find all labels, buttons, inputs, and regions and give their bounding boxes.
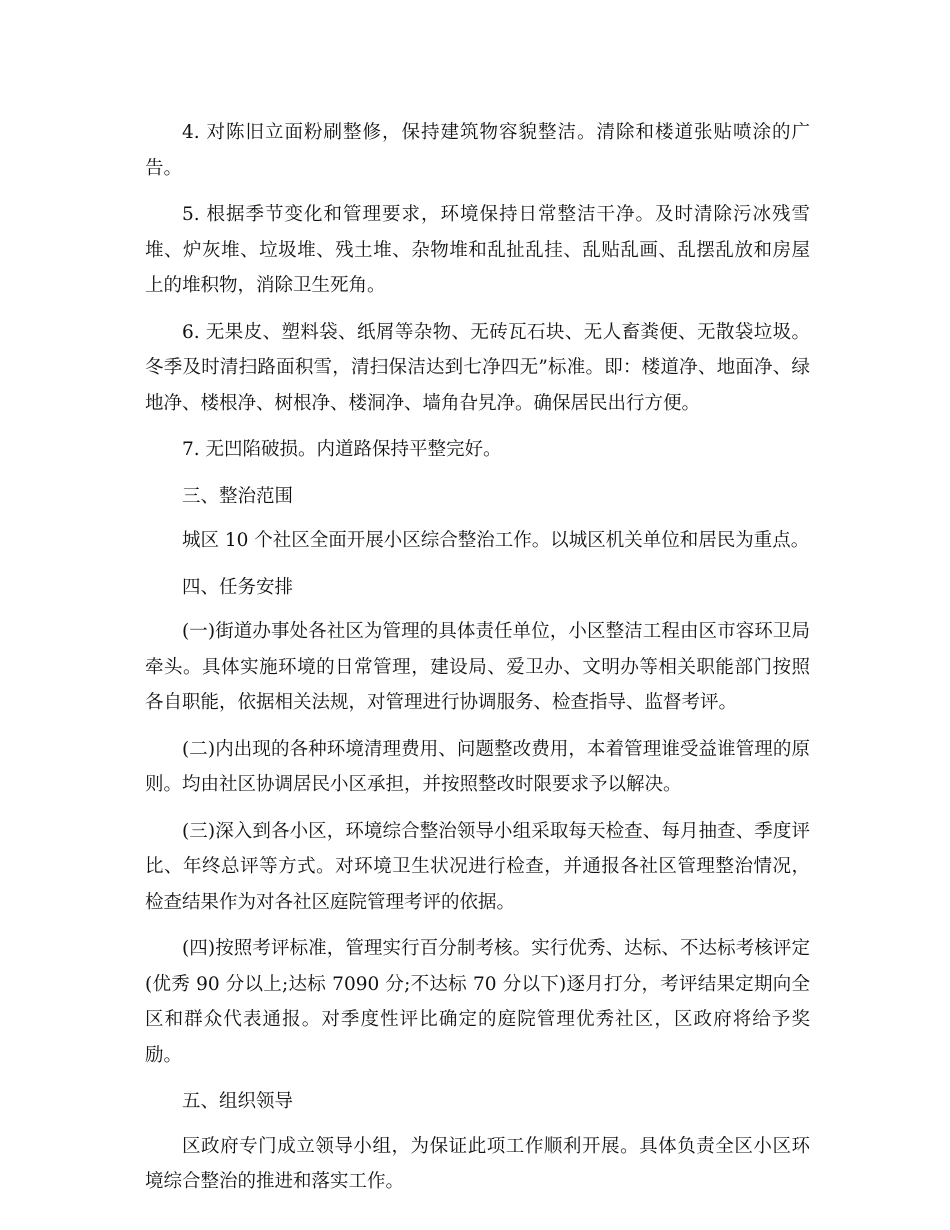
document-page [145,115,810,1211]
paragraph-task-2: (二)内出现的各种环境清理费用、问题整改费用，本着管理谁受益谁管理的原则。均由社区协调居民小区承担，并按照整改时限要求予以解决。 [145,738,810,795]
section-heading-leadership: 五、组织领导 [182,1091,294,1112]
paragraph-task-1: (一)街道办事处各社区为管理的具体责任单位，小区整洁工程由区市容环卫局牵头。具体实施环境的日常管理，建设局、爱卫办、文明办等相关职能部门按照各自职能，依据相关法规，对管理进行协调服务、检查指导、监督考评。 [145,621,810,713]
section-heading-tasks: 四、任务安排 [182,576,294,598]
section-heading-scope: 三、整治范围 [182,485,294,507]
paragraph-scope: 城区 10 个社区全面开展小区综合整治工作。以城区机关单位和居民为重点。 [182,530,810,551]
paragraph-item-5: 5. 根据季节变化和管理要求，环境保持日常整洁干净。及时清除污冰残雪堆、炉灰堆、垃圾堆、残土堆、杂物堆和乱扯乱挂、乱贴乱画、乱摆乱放和房屋上的堆积物，消除卫生死角。 [145,204,810,296]
paragraph-task-3: (三)深入到各小区，环境综合整治领导小组采取每天检查、每月抽查、季度评比、年终总评等方式。对环境卫生状况进行检查，并通报各社区管理整治情况，检查结果作为对各社区庭院管理考评的依据。 [145,820,810,913]
paragraph-item-4: 4. 对陈旧立面粉刷整修，保持建筑物容貌整洁。清除和楼道张贴喷涂的广告。 [145,122,810,179]
paragraph-leadership: 区政府专门成立领导小组，为保证此项工作顺利开展。具体负责全区小区环境综合整治的推进和落实工作。 [145,1135,810,1192]
paragraph-item-6: 6. 无果皮、塑料袋、纸屑等杂物、无砖瓦石块、无人畜粪便、无散袋垃圾。冬季及时清扫路面积雪，清扫保洁达到七净四无”标准。即：楼道净、地面净、绿地净、楼根净、树根净、楼洞净、墙角旮旯净。确保居民出行方便。 [145,321,810,414]
paragraph-item-7: 7. 无凹陷破损。内道路保持平整完好。 [182,439,502,460]
paragraph-task-4: (四)按照考评标准，管理实行百分制考核。实行优秀、达标、不达标考核评定(优秀 90 分以上;达标 7090 分;不达标 70 分以下)逐月打分，考评结果定期向全区和群众代表通报。对季度性评比确定的庭院管理优秀社区，区政府将给予奖励。 [145,938,810,1066]
